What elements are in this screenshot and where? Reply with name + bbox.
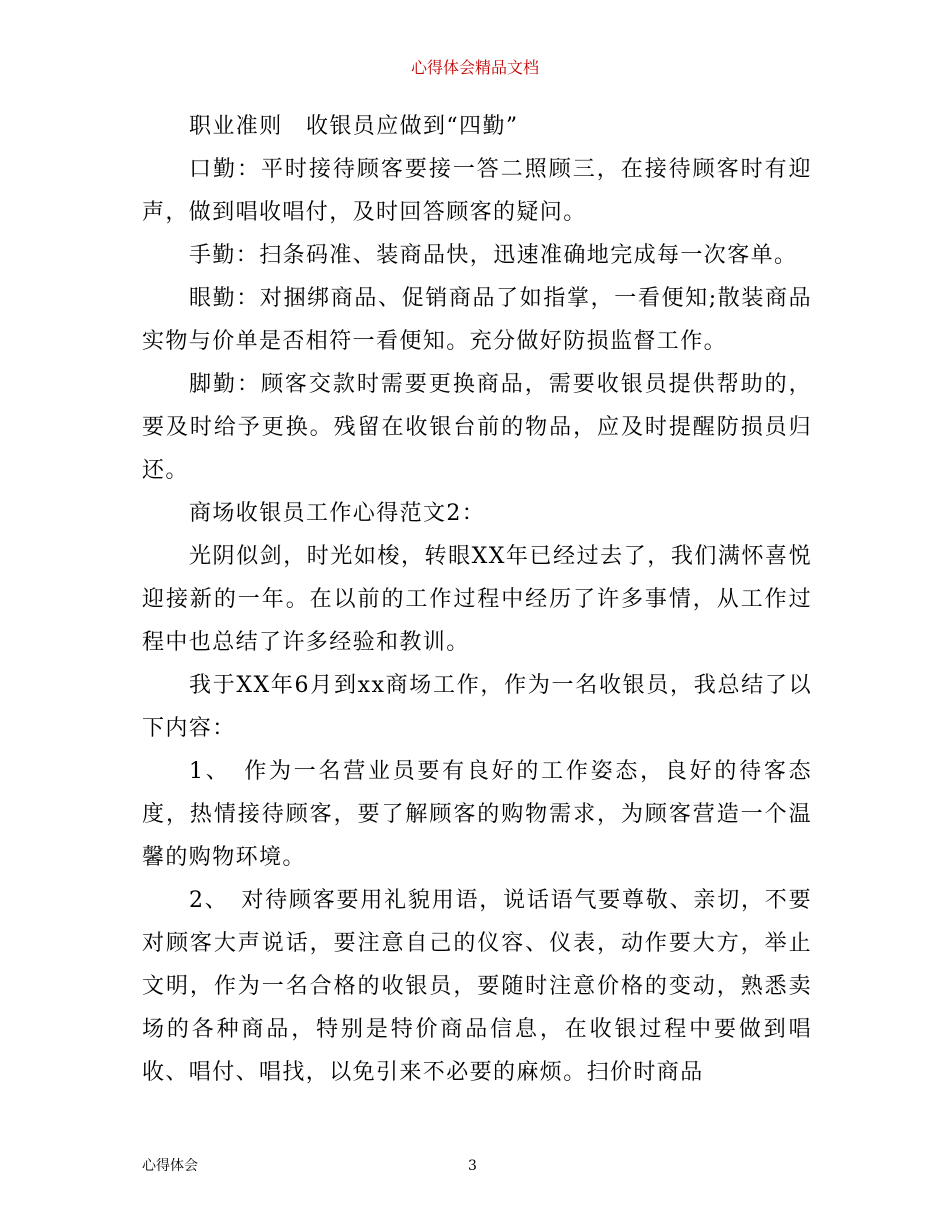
footer-label: 心得体会	[142, 1158, 198, 1174]
document-body	[142, 105, 812, 1094]
page-number: 3	[468, 1158, 477, 1174]
paragraph-hand-diligence: 手勤：扫条码准、装商品快，迅速准确地完成每一次客单。	[189, 243, 798, 268]
paragraph-intro: 光阴似剑，时光如梭，转眼XX年已经过去了，我们满怀喜悦迎接新的一年。在以前的工作过程中经历了许多事情，从工作过程中也总结了许多经验和教训。	[142, 544, 812, 655]
paragraph-summary-intro: 我于XX年6月到xx商场工作，作为一名收银员，我总结了以下内容：	[142, 673, 812, 741]
paragraph-mouth-diligence: 口勤：平时接待顾客要接一答二照顾三，在接待顾客时有迎声，做到唱收唱付，及时回答顾客的疑问。	[142, 157, 812, 225]
paragraph-point-2: 2、 对待顾客要用礼貌用语，说话语气要尊敬、亲切，不要对顾客大声说话，要注意自己的仪容、仪表，动作要大方，举止文明，作为一名合格的收银员，要随时注意价格的变动，熟悉卖场的各种商品，特别是特价商品信息，在收银过程中要做到唱收、唱付、唱找，以免引来不必要的麻烦。扫价时商品	[142, 888, 812, 1085]
paragraph-point-1: 1、 作为一名营业员要有良好的工作姿态，良好的待客态度，热情接待顾客，要了解顾客的购物需求，为顾客营造一个温馨的购物环境。	[142, 759, 812, 870]
paragraph-foot-diligence: 脚勤：顾客交款时需要更换商品，需要收银员提供帮助的，要及时给予更换。残留在收银台前的物品，应及时提醒防损员归还。	[142, 372, 812, 483]
document-header-title: 心得体会精品文档	[410, 58, 539, 77]
paragraph-heading-four-diligences: 职业准则 收银员应做到“四勤”	[189, 114, 519, 139]
paragraph-eye-diligence: 眼勤：对捆绑商品、促销商品了如指掌，一看便知;散装商品实物与价单是否相符一看便知。充分做好防损监督工作。	[142, 286, 812, 354]
paragraph-sample-heading: 商场收银员工作心得范文2：	[189, 501, 486, 526]
